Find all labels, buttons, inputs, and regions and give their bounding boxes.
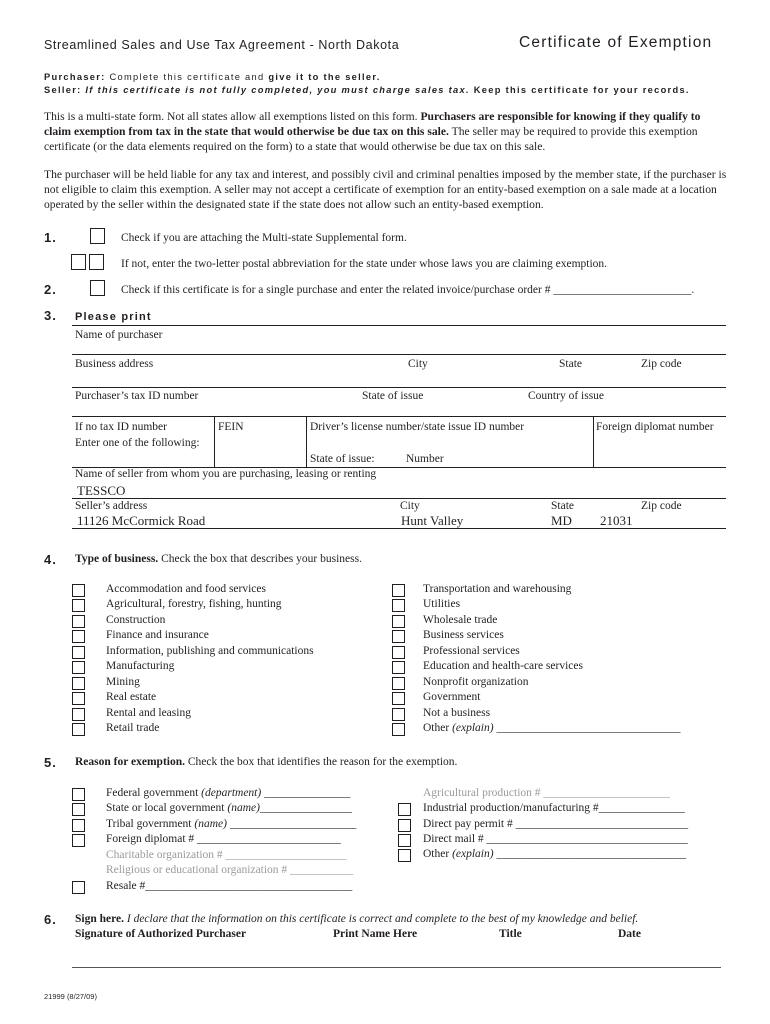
- agreement-title: Streamlined Sales and Use Tax Agreement - North Dakota: [44, 38, 400, 52]
- intro-p1-b: The seller may be required to provide this exemption certificate (or the data elements required on the form) to a state that would otherwise be due tax on this sale.: [44, 124, 698, 153]
- business-checkbox[interactable]: [392, 677, 405, 690]
- business-checkbox[interactable]: [392, 646, 405, 659]
- business-option-label: Manufacturing: [106, 660, 175, 672]
- city-label: City: [408, 358, 428, 370]
- business-option-label: Mining: [106, 676, 140, 688]
- business-checkbox[interactable]: [72, 599, 85, 612]
- reason-industrial-label: Industrial production/manufacturing #_______________: [423, 802, 685, 814]
- seller-state-label: State: [551, 500, 574, 512]
- reason-checkbox-tribal[interactable]: [72, 819, 85, 832]
- intro-p1-a: This is a multi-state form. Not all states allow all exemptions listed on this form.: [44, 110, 418, 123]
- business-checkbox[interactable]: [392, 584, 405, 597]
- reason-charitable-label: Charitable organization # _____________________: [106, 849, 347, 861]
- signature-line[interactable]: [72, 967, 721, 968]
- business-heading-bold: Type of business.: [75, 553, 159, 565]
- single-purchase-label: Check if this certificate is for a single purchase and enter the related invoice/purchase order # ________________________.: [121, 284, 695, 296]
- reason-state-local-label: State or local government (name)________________: [106, 802, 352, 814]
- purchaser-label: Purchaser:: [44, 72, 106, 82]
- state-abbrev-box-1[interactable]: [71, 254, 86, 270]
- print-name-label: Print Name Here: [333, 928, 418, 940]
- country-of-issue-label: Country of issue: [528, 390, 605, 402]
- reason-tribal-label: Tribal government (name) ______________________: [106, 818, 357, 830]
- business-checkbox[interactable]: [392, 630, 405, 643]
- business-option-label: Retail trade: [106, 722, 160, 734]
- type-of-business-heading: [75, 553, 362, 565]
- zip-label: Zip code: [641, 358, 682, 370]
- seller-name-label: Name of seller from whom you are purchasing, leasing or renting: [75, 468, 377, 480]
- seller-city-label: City: [400, 500, 420, 512]
- business-checkbox[interactable]: [72, 661, 85, 674]
- purchaser-bold-text: give it to the seller.: [268, 72, 381, 82]
- business-option-label: Not a business: [423, 707, 491, 719]
- business-instruction: Check the box that describes your business.: [161, 553, 362, 565]
- seller-zip-value[interactable]: 21031: [600, 513, 633, 528]
- business-other-field[interactable]: ________________________________: [496, 722, 681, 734]
- intro-paragraph-1: [44, 110, 728, 154]
- state-label: State: [559, 358, 582, 370]
- reason-heading-bold: Reason for exemption.: [75, 756, 185, 768]
- purchaser-text: Complete this certificate and: [109, 72, 265, 82]
- intro-p1-bold: Purchasers are responsible for knowing if they qualify to claim exemption from tax in the state that would otherwise be due tax on this sale.: [44, 110, 701, 138]
- business-option-label: Real estate: [106, 691, 157, 703]
- sign-here-label: Sign here.: [75, 913, 124, 925]
- business-checkbox[interactable]: [392, 599, 405, 612]
- business-checkbox[interactable]: [392, 692, 405, 705]
- reason-checkbox-direct-pay[interactable]: [398, 819, 411, 832]
- reason-agricultural-label: Agricultural production # ______________________: [423, 787, 670, 799]
- business-checkbox[interactable]: [72, 692, 85, 705]
- please-print-heading: Please print: [75, 311, 152, 323]
- business-option-label: Transportation and warehousing: [423, 583, 572, 595]
- multistate-checkbox[interactable]: [90, 228, 105, 244]
- dl-state-label: State of issue:: [310, 453, 375, 465]
- business-option-label: Utilities: [423, 598, 461, 610]
- section-2-number: 2.: [44, 282, 57, 297]
- state-abbrev-label: If not, enter the two-letter postal abbreviation for the state under whose laws you are claiming exemption.: [121, 258, 608, 270]
- seller-state-value[interactable]: MD: [551, 513, 572, 528]
- section-1-number: 1.: [44, 230, 57, 245]
- seller-address-value[interactable]: 11126 McCormick Road: [77, 513, 206, 528]
- state-abbrev-box-2[interactable]: [89, 254, 104, 270]
- business-checkbox[interactable]: [72, 646, 85, 659]
- seller-name-value[interactable]: TESSCO: [77, 483, 126, 498]
- business-option-label: Wholesale trade: [423, 614, 498, 626]
- tax-id-field[interactable]: [72, 416, 726, 417]
- business-other-label: [423, 722, 680, 734]
- reason-checkbox-state-local[interactable]: [72, 803, 85, 816]
- reason-checkbox-resale[interactable]: [72, 881, 85, 894]
- business-option-label: Government: [423, 691, 481, 703]
- no-tax-id-label: If no tax ID number: [75, 421, 167, 433]
- business-address-field[interactable]: [72, 387, 726, 388]
- reason-other-explain: (explain): [452, 848, 494, 860]
- business-checkbox[interactable]: [72, 677, 85, 690]
- page-title: Certificate of Exemption: [519, 34, 713, 51]
- seller-city-value[interactable]: Hunt Valley: [401, 513, 464, 528]
- business-checkbox[interactable]: [72, 630, 85, 643]
- name-of-purchaser-label: Name of purchaser: [75, 329, 163, 341]
- reason-diplomat-label: Foreign diplomat # _________________________: [106, 833, 341, 845]
- section-6-number: 6.: [44, 912, 57, 927]
- dl-divider: [306, 417, 307, 467]
- reason-checkbox-other[interactable]: [398, 849, 411, 862]
- reason-checkbox-federal[interactable]: [72, 788, 85, 801]
- reason-checkbox-industrial[interactable]: [398, 803, 411, 816]
- business-other-checkbox[interactable]: [392, 723, 405, 736]
- business-other-explain: (explain): [452, 722, 494, 734]
- business-option-label: Agricultural, forestry, fishing, hunting: [106, 598, 282, 610]
- reason-instruction: Check the box that identifies the reason for the exemption.: [187, 756, 458, 768]
- seller-name-rule: [72, 498, 726, 499]
- section-4-number: 4.: [44, 552, 57, 567]
- title-label: Title: [499, 928, 522, 940]
- business-option-label: Construction: [106, 614, 166, 626]
- reason-direct-pay-label: Direct pay permit # ______________________________: [423, 818, 689, 830]
- business-checkbox[interactable]: [72, 708, 85, 721]
- diplomat-number-label: Foreign diplomat number: [596, 421, 714, 433]
- business-option-label: Information, publishing and communications: [106, 645, 314, 657]
- seller-zip-label: Zip code: [641, 500, 682, 512]
- form-id: 21999 (8/27/09): [44, 992, 97, 1001]
- seller-tail: Keep this certificate for your records.: [473, 85, 690, 95]
- reason-other-text: Other: [423, 848, 450, 860]
- reason-other-field[interactable]: _________________________________: [493, 848, 687, 860]
- date-label: Date: [618, 928, 641, 940]
- business-option-label: Accommodation and food services: [106, 583, 266, 595]
- seller-text: If this certificate is not fully completed, you must charge sales tax.: [85, 85, 470, 95]
- purchaser-instruction: [44, 72, 381, 82]
- multistate-label: Check if you are attaching the Multi-state Supplemental form.: [121, 232, 407, 244]
- business-address-label: Business address: [75, 358, 154, 370]
- business-checkbox[interactable]: [392, 708, 405, 721]
- diplomat-divider: [593, 417, 594, 467]
- enter-one-label: Enter one of the following:: [75, 437, 200, 449]
- business-option-label: Nonprofit organization: [423, 676, 529, 688]
- reason-religious-label: Religious or educational organization # ___________: [106, 864, 354, 876]
- seller-address-rule: [72, 528, 726, 529]
- business-option-label: Education and health-care services: [423, 660, 583, 672]
- tax-id-state-label: State of issue: [362, 390, 424, 402]
- fein-divider: [214, 417, 215, 467]
- reason-federal-label: Federal government (department) _______________: [106, 787, 351, 799]
- business-option-label: Business services: [423, 629, 504, 641]
- section-3-top-rule: [72, 325, 726, 326]
- business-option-label: Rental and leasing: [106, 707, 191, 719]
- dl-number-label: Number: [406, 453, 444, 465]
- business-checkbox[interactable]: [72, 584, 85, 597]
- seller-address-label: Seller’s address: [75, 500, 148, 512]
- section-5-number: 5.: [44, 755, 57, 770]
- purchaser-name-field[interactable]: [72, 354, 726, 355]
- seller-label: Seller:: [44, 85, 82, 95]
- reason-checkbox-direct-mail[interactable]: [398, 834, 411, 847]
- reason-resale-label: Resale #____________________________________: [106, 880, 353, 892]
- reason-checkbox-diplomat[interactable]: [72, 834, 85, 847]
- business-checkbox[interactable]: [392, 615, 405, 628]
- business-option-label: Finance and insurance: [106, 629, 209, 641]
- business-checkbox[interactable]: [72, 723, 85, 736]
- section-3-number: 3.: [44, 308, 57, 323]
- reason-heading: [75, 756, 457, 768]
- fein-label: FEIN: [218, 421, 244, 433]
- business-checkbox[interactable]: [392, 661, 405, 674]
- business-other-text: Other: [423, 722, 450, 734]
- reason-other-label: [423, 848, 686, 860]
- sign-here-statement: [75, 913, 638, 925]
- reason-direct-mail-label: Direct mail # ___________________________________: [423, 833, 688, 845]
- intro-paragraph-2: The purchaser will be held liable for any tax and interest, and possibly civil and criminal penalties imposed by the member state, if the purchaser is not eligible to claim this exemption. A seller may not accept a certificate of exemption for an entity-based exemption on a sale made at a location operated by the seller within the designated state if the state does not allow such an entity-based exemption.: [44, 168, 727, 211]
- seller-instruction: [44, 85, 690, 95]
- single-purchase-checkbox[interactable]: [90, 280, 105, 296]
- business-option-label: Professional services: [423, 645, 520, 657]
- drivers-license-label: Driver’s license number/state issue ID number: [310, 421, 525, 433]
- declaration-text: I declare that the information on this certificate is correct and complete to the best of my knowledge and belief.: [126, 913, 639, 925]
- signature-label: Signature of Authorized Purchaser: [75, 928, 247, 940]
- business-checkbox[interactable]: [72, 615, 85, 628]
- tax-id-label: Purchaser’s tax ID number: [75, 390, 199, 402]
